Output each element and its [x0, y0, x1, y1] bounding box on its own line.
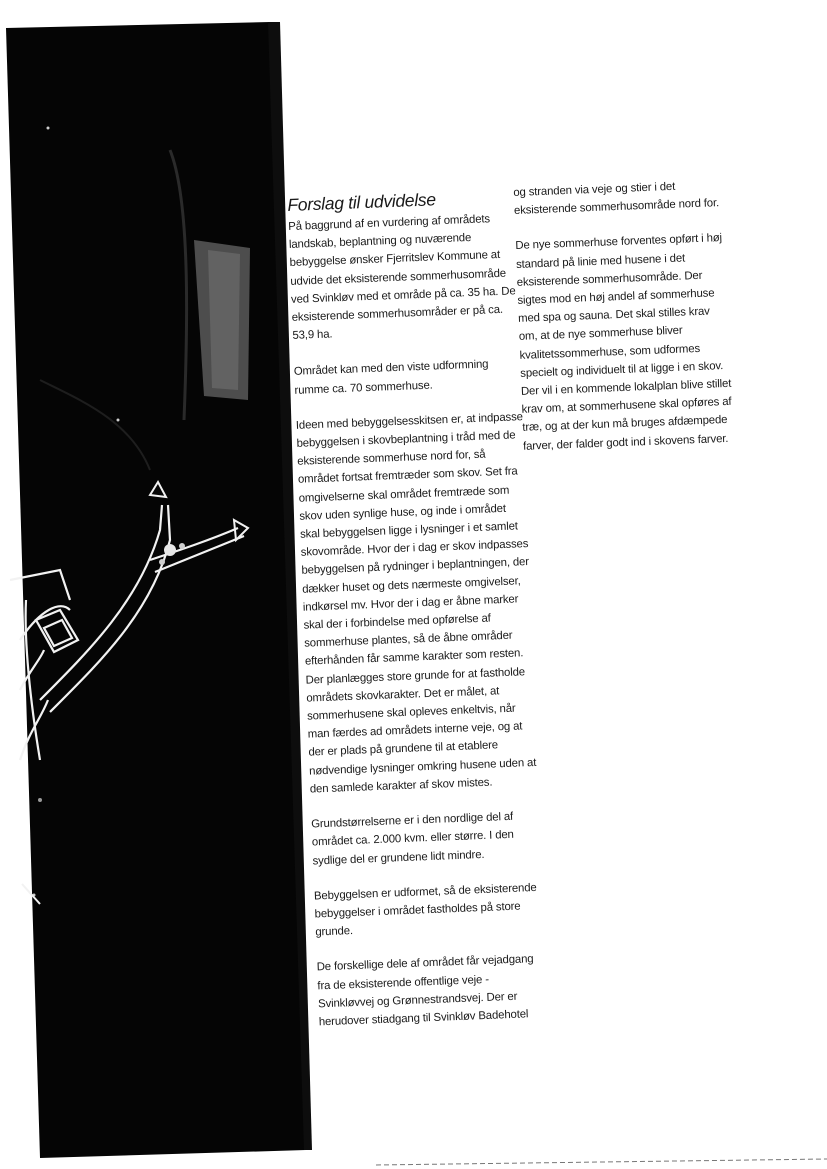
map-marker: [159, 559, 165, 565]
map-field-patch-texture: [208, 250, 240, 390]
article-right-column: [513, 176, 736, 473]
map-marker: [179, 543, 185, 549]
article-paragraph: Området kan med den viste udformning rumme ca. 70 sommerhuse.: [293, 358, 489, 397]
map-dark-area: [6, 22, 306, 1158]
map-speck: [117, 419, 120, 422]
article-paragraph: De nye sommerhuse forventes opført i høj standard på linie med husene i det eksisterende sommerhusområde. Der sigtes mod en høj andel af sommerhuse med spa og sauna. Det skal stilles krav om, at de nye sommerhuse bliver kvalitetssommerhuse, som udformes specielt og individuelt til at ligge i en skov. Der vil i en kommende lokalplan blive stillet krav om, at sommerhusene skal opføres af træ, og at der kun må bruges afdæmpede farver, der falder godt ind i skovens farver.: [515, 232, 732, 453]
article-paragraph: og stranden via veje og stier i det eksisterende sommerhusområde nord for.: [513, 180, 720, 218]
article-paragraph: På baggrund af en vurdering af områdets landskab, beplantning og nuværende bebyggelse ønsker Fjerritslev Kommune at udvide det eksisterende sommerhusområde ved Svinkløv med et område på ca. 35 ha. De eksisterende sommerhusområder er på ca. 53,9 ha.: [288, 213, 516, 343]
map-speck: [47, 127, 50, 130]
map-marker: [164, 544, 176, 556]
article-title: Forslag til udvidelse: [287, 189, 437, 215]
article-paragraph: Grundstørrelserne er i den nordlige del af området ca. 2.000 kvm. eller større. I den sydlige del er grundene lidt mindre.: [310, 810, 514, 868]
article-paragraph: Ideen med bebyggelsesskitsen er, at indpasse bebyggelsen i skovbeplantning i tråd med de eksisterende sommerhuse nord for, så området fortsat fremtræder som skov. Set fra omgivelserne skal området fremtræde som skov uden synlige huse, og inde i området skal bebyggelsen ligge i lysninger i et samlet skovområde. Hvor der i dag er skov indpasses bebyggelsen på rydninger i beplantningen, der dækker huset og dets nærmeste omgivelser, indkørsel mv. Hvor der i dag er åbne marker skal der i forbindelse med opførelse af sommerhuse plantes, så de åbne områder efterhånden får samme karakter som resten. Der planlægges store grunde for at fastholde områdets skovkarakter. Det er målet, at sommerhusene skal opleves enkeltvis, når man færdes ad områdets interne veje, og at der er plads på grundene til at etablere nødvendige lysninger omkring husene uden at den samlede karakter af skov mistes.: [295, 410, 537, 796]
article-paragraph: Bebyggelsen er udformet, så de eksisterende bebyggelser i området fastholdes på store grunde.: [313, 881, 537, 939]
article-paragraph: De forskellige dele af området får vejadgang fra de eksisterende offentlige veje - Svinkløvvej og Grønnestrandsvej. Der er herudover stiadgang til Svinkløv Badehotel: [316, 953, 534, 1029]
article-left-column: [287, 185, 548, 1048]
map-speck: [38, 798, 42, 802]
footer-dash: [376, 1159, 827, 1165]
